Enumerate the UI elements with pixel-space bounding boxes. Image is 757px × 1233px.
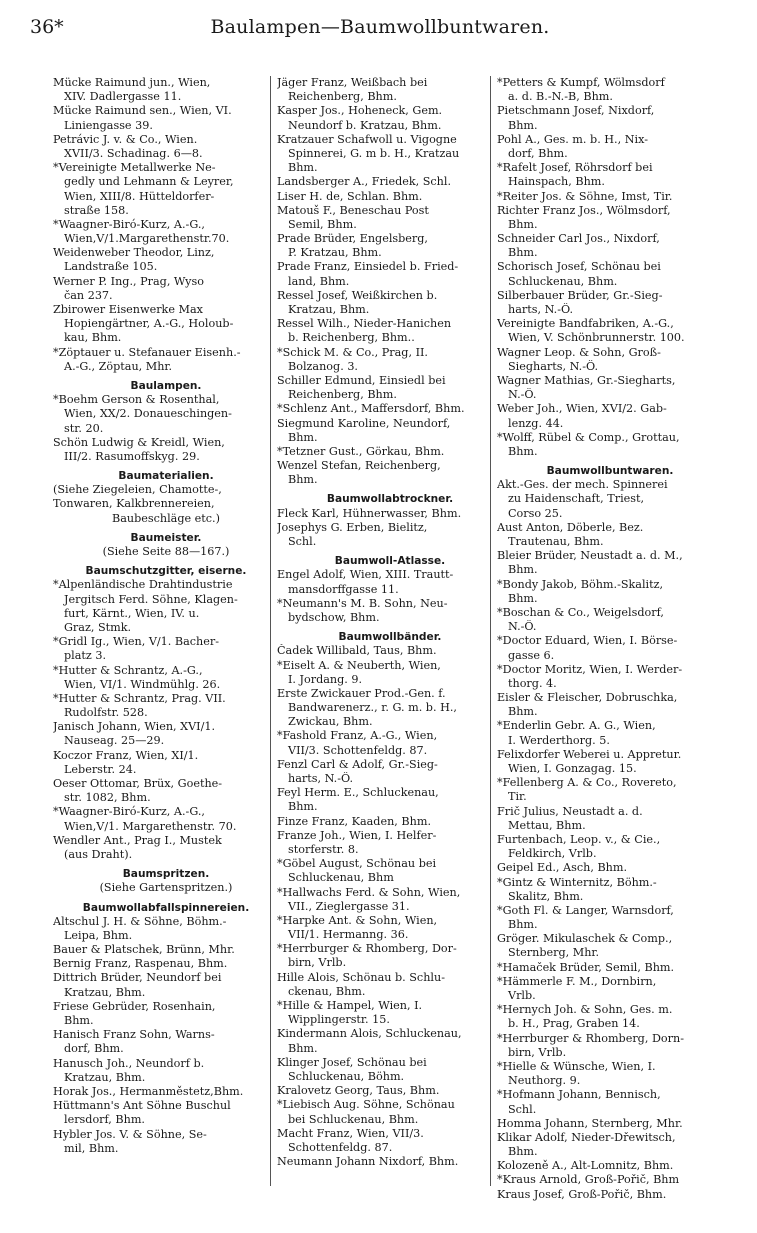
- entry-line: Oeser Ottomar, Brüx, Goethe-: [53, 777, 223, 790]
- entry-line: *Waagner-Biró-Kurz, A.-G.,: [53, 805, 205, 819]
- entry-line: P. Kratzau, Bhm.: [288, 246, 382, 260]
- section-heading: Baumwollbänder.: [338, 631, 442, 644]
- entry-line: zu Haidenschaft, Triest,: [508, 492, 645, 506]
- entry-line: *Hofmann Johann, Bennisch,: [497, 1088, 661, 1102]
- entry-line: mansdorffgasse 11.: [288, 582, 399, 596]
- entry-line: *Herrburger & Rhomberg, Dor-: [277, 942, 457, 956]
- entry-line: Bhm.: [288, 473, 318, 487]
- entry-line: harts, N.-Ö.: [508, 303, 574, 316]
- entry-line: Schluckenau, Bhm.: [508, 274, 618, 288]
- entry-line: Prade Franz, Einsiedel b. Fried-: [277, 260, 459, 274]
- entry-line: bydschow, Bhm.: [288, 610, 380, 624]
- entry-line: *Alpenländische Drahtindustrie: [53, 578, 233, 592]
- entry-line: Skalitz, Bhm.: [508, 889, 584, 903]
- entry-line: Mücke Raimund jun., Wien,: [53, 76, 211, 89]
- entry-line: I. Werderthorg. 5.: [508, 733, 610, 747]
- entry-line: čan 237.: [64, 288, 113, 302]
- entry-line: Neundorf b. Kratzau, Bhm.: [288, 118, 442, 132]
- entry-line: land, Bhm.: [288, 274, 350, 288]
- entry-line: Liniengasse 39.: [64, 118, 153, 132]
- entry-line: Kraus Josef, Groß-Pořič, Bhm.: [497, 1187, 667, 1201]
- section-heading: Baumwoll-Atlasse.: [334, 555, 446, 568]
- entry-line: Bernig Franz, Raspenau, Bhm.: [53, 957, 228, 971]
- entry-line: *Hämmerle F. M., Dornbirn,: [497, 974, 657, 988]
- entry-line: Richter Franz Jos., Wölmsdorf,: [497, 203, 671, 217]
- entry-line: Siegharts, N.-Ö.: [508, 359, 599, 373]
- entry-line: Ressel Wilh., Nieder-Hanichen: [277, 317, 452, 331]
- entry-line: lersdorf, Bhm.: [64, 1113, 145, 1127]
- entry-line: Hanisch Franz Sohn, Warns-: [53, 1028, 215, 1042]
- entry-line: Feldkirch, Vrlb.: [508, 847, 597, 861]
- entry-line: *Petters & Kumpf, Wölmsdorf: [497, 76, 665, 89]
- page-header: [30, 16, 730, 42]
- entry-line: Wien, VI/1. Windmühlg. 26.: [64, 677, 221, 691]
- entry-line: mil, Bhm.: [64, 1141, 119, 1155]
- entry-line: Kralovetz Georg, Taus, Bhm.: [277, 1084, 440, 1098]
- entry-line: Silberbauer Brüder, Gr.-Sieg-: [497, 288, 663, 302]
- entry-line: Reichenberg, Bhm.: [288, 90, 397, 104]
- entry-line: Hanusch Joh., Neundorf b.: [53, 1056, 205, 1070]
- entry-line: str. 20.: [64, 421, 104, 435]
- entry-line: *Schlenz Ant., Maffersdorf, Bhm.: [277, 402, 465, 416]
- entry-line: kau, Bhm.: [64, 331, 122, 345]
- entry-line: *Doctor Eduard, Wien, I. Börse-: [497, 634, 678, 648]
- entry-line: Frič Julius, Neustadt a. d.: [497, 804, 643, 818]
- entry-line: Finze Franz, Kaaden, Bhm.: [277, 814, 431, 828]
- section-heading: Baumeister.: [130, 531, 202, 544]
- entry-line: Schl.: [508, 1102, 537, 1116]
- entry-line: Jäger Franz, Weißbach bei: [277, 76, 428, 89]
- entry-line: Leberstr. 24.: [64, 762, 137, 776]
- entry-line: Bhm.: [508, 1145, 538, 1159]
- entry-line: Bhm.: [508, 918, 538, 932]
- entry-line: Engel Adolf, Wien, XIII. Trautt-: [277, 568, 454, 582]
- entry-line: Furtenbach, Leop. v., & Cie.,: [497, 832, 661, 846]
- text-column-right: [497, 76, 723, 1202]
- entry-line: *Reiter Jos. & Söhne, Imst, Tir.: [497, 189, 673, 203]
- entry-line: storferstr. 8.: [288, 842, 359, 856]
- entry-line: Hopiengärtner, A.-G., Holoub-: [64, 317, 234, 331]
- section-heading: Baumspritzen.: [122, 868, 210, 881]
- entry-line: Hainspach, Bhm.: [508, 175, 605, 189]
- entry-line: Bhm.: [288, 161, 318, 175]
- entry-line: Kindermann Alois, Schluckenau,: [277, 1027, 462, 1041]
- entry-line: *Bondy Jakob, Böhm.-Skalitz,: [497, 577, 664, 591]
- entry-line: (Siehe Ziegeleien, Chamotte-,: [53, 483, 222, 497]
- entry-line: Schneider Carl Jos., Nixdorf,: [497, 232, 660, 246]
- entry-line: Eisler & Fleischer, Dobruschka,: [497, 691, 678, 705]
- entry-line: Altschul J. H. & Söhne, Böhm.-: [53, 914, 227, 928]
- entry-line: Kratzau, Bhm.: [288, 303, 370, 316]
- entry-line: bei Schluckenau, Bhm.: [288, 1112, 419, 1126]
- entry-line: platz 3.: [64, 649, 107, 663]
- entry-line: Siegmund Karoline, Neundorf,: [277, 416, 451, 430]
- entry-line: *Goth Fl. & Langer, Warnsdorf,: [497, 903, 674, 917]
- entry-line: Akt.-Ges. der mech. Spinnerei: [497, 478, 668, 492]
- entry-line: birn, Vrlb.: [288, 956, 347, 970]
- entry-line: Homma Johann, Sternberg, Mhr.: [497, 1116, 683, 1130]
- entry-line: Schiller Edmund, Einsiedl bei: [277, 373, 446, 387]
- entry-line: N.-Ö.: [508, 620, 537, 634]
- entry-line: Josephys G. Erben, Bielitz,: [277, 520, 428, 534]
- entry-line: *Herrburger & Rhomberg, Dorn-: [497, 1031, 684, 1045]
- entry-line: Bhm.: [508, 246, 538, 260]
- entry-line: Franze Joh., Wien, I. Helfer-: [277, 828, 437, 842]
- entry-line: Matouš F., Beneschau Post: [277, 203, 429, 217]
- entry-line: Fleck Karl, Hühnerwasser, Bhm.: [277, 506, 462, 520]
- entry-line: straße 158.: [64, 203, 129, 217]
- entry-line: Neuthorg. 9.: [508, 1074, 581, 1088]
- entry-line: Bleier Brüder, Neustadt a. d. M.,: [497, 549, 683, 563]
- entry-line: (Siehe Gartenspritzen.): [99, 881, 233, 895]
- entry-line: *Zöptauer u. Stefanauer Eisenh.-: [53, 345, 241, 359]
- entry-line: (Siehe Seite 88—167.): [102, 545, 230, 558]
- entry-line: *Tetzner Gust., Görkau, Bhm.: [277, 444, 445, 458]
- entry-line: Bhm.: [288, 430, 318, 444]
- entry-line: Wien,V/1. Margarethenstr. 70.: [64, 819, 237, 833]
- entry-line: Weidenweber Theodor, Linz,: [53, 246, 215, 260]
- entry-line: Prade Brüder, Engelsberg,: [277, 232, 428, 246]
- entry-line: Corso 25.: [508, 506, 563, 520]
- entry-line: Erste Zwickauer Prod.-Gen. f.: [277, 686, 446, 700]
- entry-line: *Vereinigte Metallwerke Ne-: [53, 161, 216, 175]
- entry-line: Vereinigte Bandfabriken, A.-G.,: [497, 317, 674, 331]
- section-heading: Baumwollbuntwaren.: [546, 465, 674, 478]
- entry-line: Nauseag. 25—29.: [64, 734, 165, 748]
- entry-line: Trautenau, Bhm.: [508, 535, 604, 548]
- entry-line: Vrlb.: [508, 989, 536, 1002]
- entry-line: Koczor Franz, Wien, XI/1.: [53, 748, 199, 762]
- entry-line: Schl.: [288, 535, 317, 548]
- entry-line: Schluckenau, Böhm.: [288, 1069, 405, 1083]
- entry-line: Bhm.: [288, 1041, 318, 1055]
- entry-line: Kratzau, Bhm.: [64, 1070, 146, 1084]
- entry-line: *Hamaček Brüder, Semil, Bhm.: [497, 960, 675, 974]
- entry-line: Wien, XIII/8. Hütteldorfer-: [64, 189, 215, 203]
- page-title: Baulampen—Baumwollbuntwaren.: [210, 16, 550, 38]
- entry-line: Wien, I. Gonzagag. 15.: [508, 762, 637, 775]
- entry-line: Zwickau, Bhm.: [288, 715, 373, 729]
- entry-line: Bhm.: [64, 1014, 94, 1027]
- entry-line: Graz, Stmk.: [64, 620, 132, 634]
- entry-line: *Doctor Moritz, Wien, I. Werder-: [497, 662, 683, 676]
- entry-line: *Waagner-Biró-Kurz, A.-G.,: [53, 217, 205, 231]
- entry-line: *Hallwachs Ferd. & Sohn, Wien,: [277, 885, 461, 899]
- entry-line: str. 1082, Bhm.: [64, 791, 151, 805]
- entry-line: XVII/3. Schadinag. 6—8.: [64, 146, 203, 160]
- entry-line: Werner P. Ing., Prag, Wyso: [53, 274, 204, 288]
- entry-line: Pietschmann Josef, Nixdorf,: [497, 104, 655, 118]
- entry-line: *Boehm Gerson & Rosenthal,: [53, 393, 220, 407]
- entry-line: Bhm.: [508, 217, 538, 231]
- entry-line: Bandwarenerz., r. G. m. b. H.,: [288, 701, 457, 715]
- entry-line: Bhm.: [288, 800, 318, 814]
- entry-line: Ressel Josef, Weißkirchen b.: [277, 288, 438, 302]
- entry-line: *Hutter & Schrantz, A.-G.,: [53, 663, 203, 677]
- entry-line: *Kraus Arnold, Groß-Pořič, Bhm: [497, 1173, 680, 1187]
- entry-line: Bhm.: [508, 118, 538, 132]
- entry-line: Wipplingerstr. 15.: [288, 1013, 390, 1027]
- entry-line: *Wolff, Rübel & Comp., Grottau,: [497, 430, 680, 444]
- entry-line: Mücke Raimund sen., Wien, VI.: [53, 104, 232, 118]
- entry-line: Bhm.: [508, 591, 538, 605]
- entry-line: Semil, Bhm.: [288, 217, 357, 231]
- entry-line: Baubeschläge etc.): [112, 511, 220, 525]
- entry-line: Landsberger A., Friedek, Schl.: [277, 175, 452, 189]
- entry-line: thorg. 4.: [508, 676, 557, 690]
- entry-line: Jergitsch Ferd. Söhne, Klagen-: [64, 592, 238, 606]
- entry-line: Felixdorfer Weberei u. Appretur.: [497, 747, 682, 761]
- entry-line: Gröger. Mikulaschek & Comp.,: [497, 932, 673, 946]
- entry-line: Bauer & Platschek, Brünn, Mhr.: [53, 943, 235, 957]
- entry-line: furt, Kärnt., Wien, IV. u.: [64, 606, 200, 620]
- entry-line: Bolzanog. 3.: [288, 359, 358, 373]
- entry-line: Kasper Jos., Hoheneck, Gem.: [277, 104, 443, 118]
- entry-line: Kolozeně A., Alt-Lomnitz, Bhm.: [497, 1159, 674, 1173]
- entry-line: Čadek Willibald, Taus, Bhm.: [277, 644, 437, 658]
- section-heading: Baumaterialien.: [118, 470, 214, 483]
- entry-line: lenzg. 44.: [508, 416, 564, 430]
- entry-line: Reichenberg, Bhm.: [288, 388, 397, 402]
- entry-line: *Harpke Ant. & Sohn, Wien,: [277, 913, 438, 927]
- text-column-middle: [277, 76, 503, 1169]
- entry-line: VII., Zieglergasse 31.: [288, 899, 410, 913]
- entry-line: VII/3. Schottenfeldg. 87.: [288, 743, 428, 757]
- entry-line: Wagner Leop. & Sohn, Groß-: [497, 345, 661, 359]
- entry-line: *Hutter & Schrantz, Prag. VII.: [53, 691, 226, 705]
- entry-line: Wenzel Stefan, Reichenberg,: [277, 459, 441, 473]
- entry-line: Bhm.: [508, 563, 538, 577]
- entry-line: Tonwaren, Kalkbrennereien,: [53, 497, 215, 511]
- text-column-left: [53, 76, 279, 1156]
- entry-line: *Fellenberg A. & Co., Rovereto,: [497, 776, 677, 790]
- entry-line: Sternberg, Mhr.: [508, 946, 600, 960]
- entry-line: *Enderlin Gebr. A. G., Wien,: [497, 719, 656, 733]
- entry-line: Wendler Ant., Prag I., Mustek: [53, 833, 222, 847]
- entry-line: *Gridl Ig., Wien, V/1. Bacher-: [53, 635, 220, 649]
- entry-line: Mettau, Bhm.: [508, 818, 586, 832]
- entry-line: Schluckenau, Bhm: [288, 871, 394, 885]
- entry-line: birn, Vrlb.: [508, 1045, 567, 1059]
- entry-line: gasse 6.: [508, 648, 555, 662]
- entry-line: Horak Jos., Hermanměstetz,Bhm.: [53, 1084, 244, 1098]
- entry-line: Aust Anton, Döberle, Bez.: [497, 520, 644, 534]
- entry-line: *Hille & Hampel, Wien, I.: [277, 999, 423, 1012]
- section-heading: Baumwollabfallspinnereien.: [82, 901, 250, 914]
- entry-line: Kratzauer Schafwoll u. Vigogne: [277, 132, 457, 146]
- entry-line: *Liebisch Aug. Söhne, Schönau: [277, 1098, 455, 1112]
- entry-line: Wien, V. Schönbrunnerstr. 100.: [508, 331, 685, 345]
- entry-line: N.-Ö.: [508, 388, 537, 402]
- entry-line: Liser H. de, Schlan. Bhm.: [277, 189, 423, 203]
- entry-line: III/2. Rasumoffskyg. 29.: [64, 449, 200, 463]
- entry-line: Pohl A., Ges. m. b. H., Nix-: [497, 132, 648, 146]
- entry-line: Spinnerei, G. m b. H., Kratzau: [288, 146, 460, 160]
- entry-line: *Schick M. & Co., Prag, II.: [277, 345, 428, 359]
- entry-line: Schorisch Josef, Schönau bei: [497, 260, 661, 274]
- entry-line: b. H., Prag, Graben 14.: [508, 1017, 640, 1031]
- entry-line: Weber Joh., Wien, XVI/2. Gab-: [497, 402, 667, 416]
- entry-line: Hybler Jos. V. & Söhne, Se-: [53, 1127, 207, 1141]
- entry-line: Schön Ludwig & Kreidl, Wien,: [53, 435, 225, 449]
- entry-line: Schottenfeldg. 87.: [288, 1140, 393, 1154]
- entry-line: b. Reichenberg, Bhm..: [288, 331, 415, 345]
- entry-line: *Eiselt A. & Neuberth, Wien,: [277, 658, 441, 672]
- entry-line: A.-G., Zöptau, Mhr.: [64, 359, 173, 373]
- entry-line: dorf, Bhm.: [64, 1042, 124, 1056]
- entry-line: Janisch Johann, Wien, XVI/1.: [53, 720, 216, 734]
- section-heading: Baulampen.: [130, 379, 202, 392]
- entry-line: harts, N.-Ö.: [288, 772, 354, 785]
- entry-line: (aus Draht).: [64, 847, 133, 861]
- entry-line: Fenzl Carl & Adolf, Gr.-Sieg-: [277, 757, 438, 771]
- entry-line: Wagner Mathias, Gr.-Siegharts,: [497, 373, 676, 387]
- entry-line: Kratzau, Bhm.: [64, 985, 146, 999]
- section-heading: Baumschutzgitter, eiserne.: [85, 565, 247, 578]
- entry-line: Hüttmann's Ant Söhne Buschul: [53, 1099, 231, 1113]
- entry-line: Bhm.: [508, 705, 538, 719]
- entry-line: Klinger Josef, Schönau bei: [277, 1055, 427, 1069]
- entry-line: Friese Gebrüder, Rosenhain,: [53, 999, 216, 1013]
- entry-line: *Rafelt Josef, Röhrsdorf bei: [497, 161, 653, 175]
- entry-line: *Hielle & Wünsche, Wien, I.: [497, 1059, 656, 1073]
- entry-line: *Göbel August, Schönau bei: [277, 857, 437, 871]
- section-heading: Baumwollabtrockner.: [326, 493, 454, 506]
- entry-line: Geipel Ed., Asch, Bhm.: [497, 861, 628, 875]
- entry-line: Petrávic J. v. & Co., Wien.: [53, 132, 198, 146]
- entry-line: ckenau, Bhm.: [288, 984, 366, 998]
- entry-line: a. d. B.-N.-B, Bhm.: [508, 90, 613, 104]
- entry-line: Rudolfstr. 528.: [64, 706, 148, 720]
- entry-line: Wien, XX/2. Donaueschingen-: [64, 407, 232, 421]
- page-number: 36*: [30, 16, 64, 38]
- entry-line: *Boschan & Co., Weigelsdorf,: [497, 605, 664, 619]
- entry-line: Neumann Johann Nixdorf, Bhm.: [277, 1155, 459, 1169]
- entry-line: Bhm.: [508, 444, 538, 458]
- entry-line: dorf, Bhm.: [508, 146, 568, 160]
- entry-line: Zbirower Eisenwerke Max: [53, 303, 203, 316]
- entry-line: Hille Alois, Schönau b. Schlu-: [277, 970, 445, 984]
- entry-line: *Fashold Franz, A.-G., Wien,: [277, 729, 438, 743]
- entry-line: *Hernych Joh. & Sohn, Ges. m.: [497, 1003, 673, 1017]
- entry-line: Wien,V/1.Margarethenstr.70.: [64, 232, 230, 246]
- entry-line: Leipa, Bhm.: [64, 928, 133, 942]
- entry-line: XIV. Dadlergasse 11.: [64, 90, 182, 104]
- entry-line: Dittrich Brüder, Neundorf bei: [53, 971, 222, 985]
- entry-line: Feyl Herm. E., Schluckenau,: [277, 786, 439, 800]
- entry-line: *Neumann's M. B. Sohn, Neu-: [277, 596, 448, 610]
- entry-line: *Gintz & Winternitz, Böhm.-: [497, 875, 657, 889]
- entry-line: Klikar Adolf, Nieder-Dřewitsch,: [497, 1130, 676, 1144]
- entry-line: gedly und Lehmann & Leyrer,: [64, 175, 234, 189]
- entry-line: VII/1. Hermanng. 36.: [288, 928, 409, 942]
- entry-line: Landstraße 105.: [64, 260, 158, 274]
- entry-line: Macht Franz, Wien, VII/3.: [277, 1126, 424, 1140]
- entry-line: Tir.: [508, 790, 527, 804]
- entry-line: I. Jordang. 9.: [288, 672, 363, 686]
